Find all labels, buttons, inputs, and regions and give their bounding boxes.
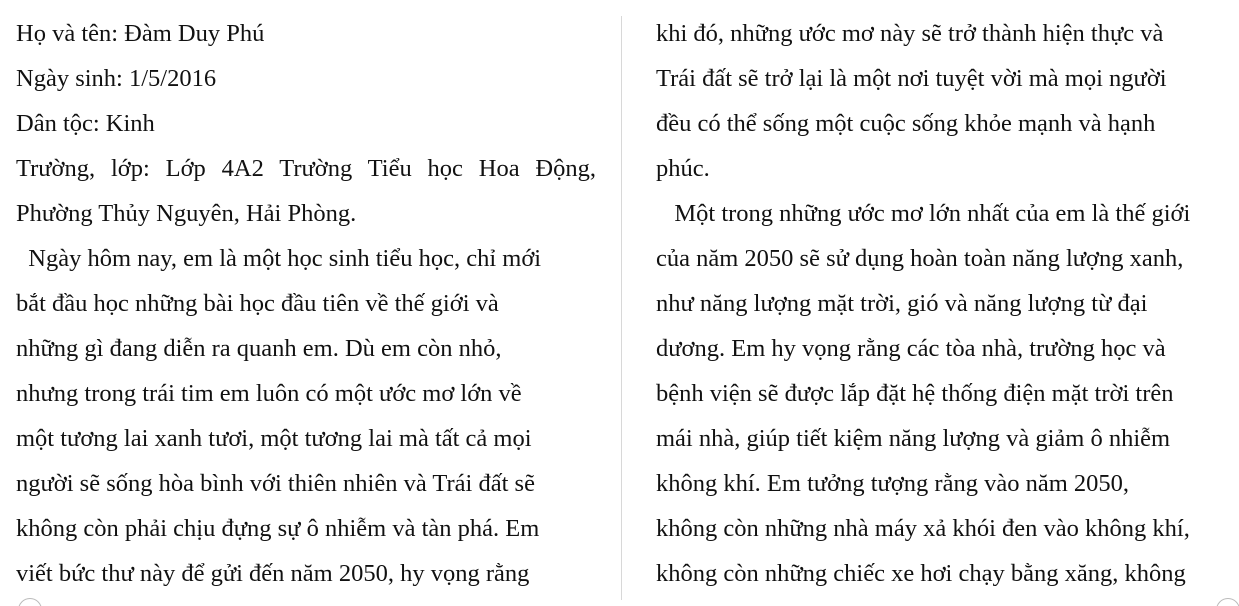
body-text-line: bệnh viện sẽ được lắp đặt hệ thống điện mặt trời trên xyxy=(656,380,1174,407)
body-text-line: những gì đang diễn ra quanh em. Dù em còn nhỏ, xyxy=(16,335,502,362)
info-ethnicity-line: Dân tộc: Kinh xyxy=(16,110,155,137)
body-text-line: không còn phải chịu đựng sự ô nhiễm và tàn phá. Em xyxy=(16,515,540,542)
right-column xyxy=(656,11,1231,596)
info-birthdate-line: Ngày sinh: 1/5/2016 xyxy=(16,65,217,92)
body-text-line: phúc. xyxy=(656,155,710,182)
body-text-line: một tương lai xanh tươi, một tương lai mà tất cả mọi xyxy=(16,425,532,452)
left-column xyxy=(16,11,596,596)
body-text-line: không khí. Em tưởng tượng rằng vào năm 2050, xyxy=(656,470,1130,497)
info-name-line: Họ và tên: Đàm Duy Phú xyxy=(16,20,265,47)
body-text-line: bắt đầu học những bài học đầu tiên về thế giới và xyxy=(16,290,499,317)
body-text-line: như năng lượng mặt trời, gió và năng lượng từ đại xyxy=(656,290,1148,317)
body-text-line: của năm 2050 sẽ sử dụng hoàn toàn năng lượng xanh, xyxy=(656,245,1184,272)
body-text-line: Một trong những ước mơ lớn nhất của em là thế giới xyxy=(656,200,1191,227)
body-text-line: nhưng trong trái tim em luôn có một ước mơ lớn về xyxy=(16,380,522,407)
body-text-line: Ngày hôm nay, em là một học sinh tiểu học, chỉ mới xyxy=(16,245,542,272)
column-divider xyxy=(621,16,622,600)
body-text-line: khi đó, những ước mơ này sẽ trở thành hiện thực và xyxy=(656,20,1164,47)
body-text-line: không còn những chiếc xe hơi chạy bằng xăng, không xyxy=(656,560,1186,587)
body-text-line: người sẽ sống hòa bình với thiên nhiên và Trái đất sẽ xyxy=(16,470,535,497)
body-text-line: mái nhà, giúp tiết kiệm năng lượng và giảm ô nhiễm xyxy=(656,425,1171,452)
info-address-line: Phường Thủy Nguyên, Hải Phòng. xyxy=(16,200,357,227)
body-text-line: dương. Em hy vọng rằng các tòa nhà, trường học và xyxy=(656,335,1166,362)
body-text-line: đều có thể sống một cuộc sống khỏe mạnh và hạnh xyxy=(656,110,1156,137)
corner-circle-icon xyxy=(18,598,42,606)
corner-circle-icon xyxy=(1216,598,1239,606)
body-text-line: không còn những nhà máy xả khói đen vào không khí, xyxy=(656,515,1190,542)
info-school-line: Trường, lớp: Lớp 4A2 Trường Tiểu học Hoa Động, xyxy=(16,155,596,182)
body-text-line: Trái đất sẽ trở lại là một nơi tuyệt vời mà mọi người xyxy=(656,65,1167,92)
body-text-line: viết bức thư này để gửi đến năm 2050, hy vọng rằng xyxy=(16,560,530,587)
